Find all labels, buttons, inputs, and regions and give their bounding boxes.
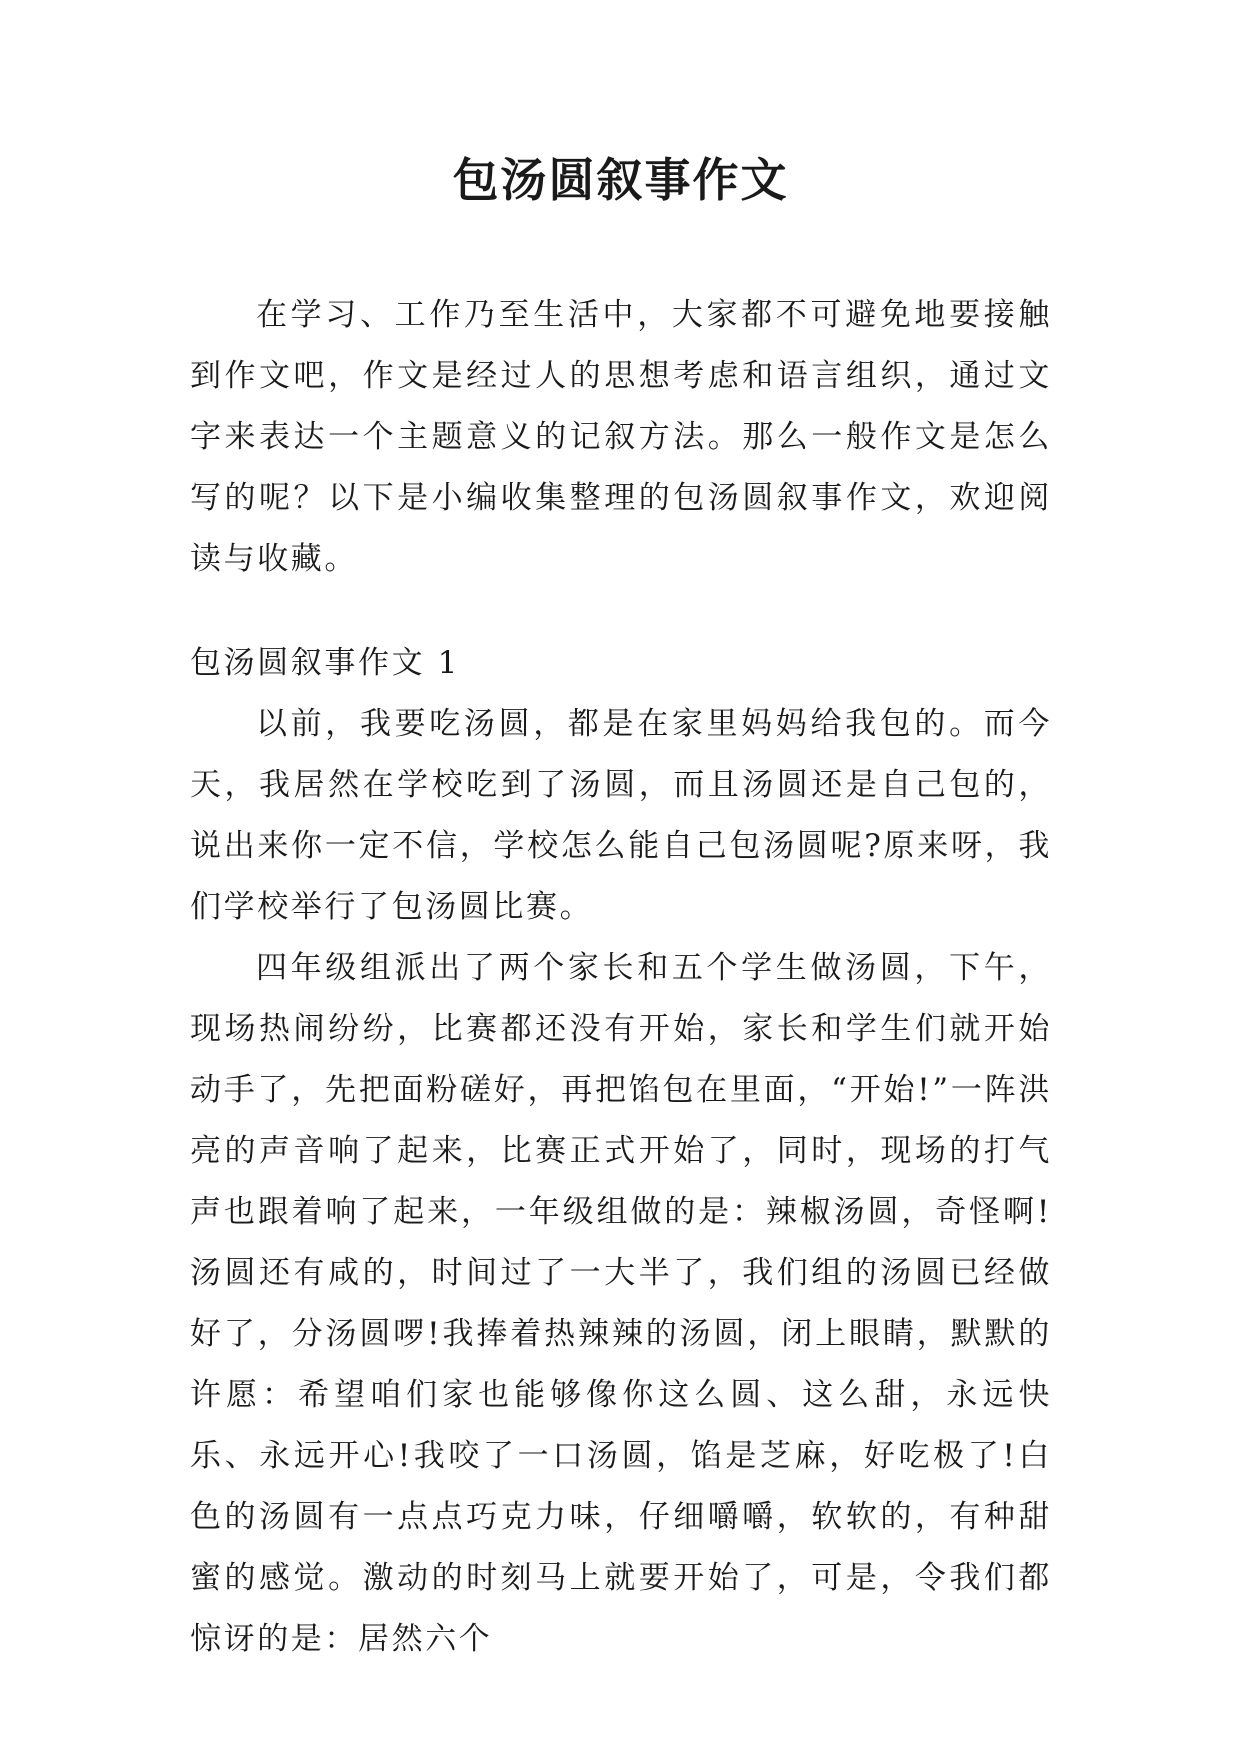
document-title: 包汤圆叙事作文: [452, 153, 789, 207]
intro-paragraph: 在学习、工作乃至生活中，大家都不可避免地要接触到作文吧，作文是经过人的思想考虑和语言组织，通过文字来表达一个主题意义的记叙方法。那么一般作文是怎么写的呢？以下是小编收集整理的包汤圆叙事作文，欢迎阅读与收藏。: [190, 297, 1052, 577]
essay-paragraph: 以前，我要吃汤圆，都是在家里妈妈给我包的。而今天，我居然在学校吃到了汤圆，而且汤圆还是自己包的，说出来你一定不信，学校怎么能自己包汤圆呢?原来呀，我们学校举行了包汤圆比赛。: [190, 706, 1052, 925]
intro-block: [190, 285, 1052, 590]
essay-paragraph: 四年级组派出了两个家长和五个学生做汤圆，下午，现场热闹纷纷，比赛都还没有开始，家长和学生们就开始动手了，先把面粉磋好，再把馅包在里面，“开始!”一阵洪亮的声音响了起来，比赛正式开始了，同时，现场的打气声也跟着响了起来，一年级组做的是：辣椒汤圆，奇怪啊!汤圆还有咸的，时间过了一大半了，我们组的汤圆已经做好了，分汤圆啰!我捧着热辣辣的汤圆，闭上眼睛，默默的许愿：希望咱们家也能够像你这么圆、这么甜，永远快乐、永远开心!我咬了一口汤圆，馅是芝麻，好吃极了!白色的汤圆有一点点巧克力味，仔细嚼嚼，软软的，有种甜蜜的感觉。激动的时刻马上就要开始了，可是，令我们都惊讶的是：居然六个: [190, 950, 1052, 1657]
section-heading: 包汤圆叙事作文 1: [190, 645, 460, 681]
essay-section-1: [190, 633, 1052, 1670]
